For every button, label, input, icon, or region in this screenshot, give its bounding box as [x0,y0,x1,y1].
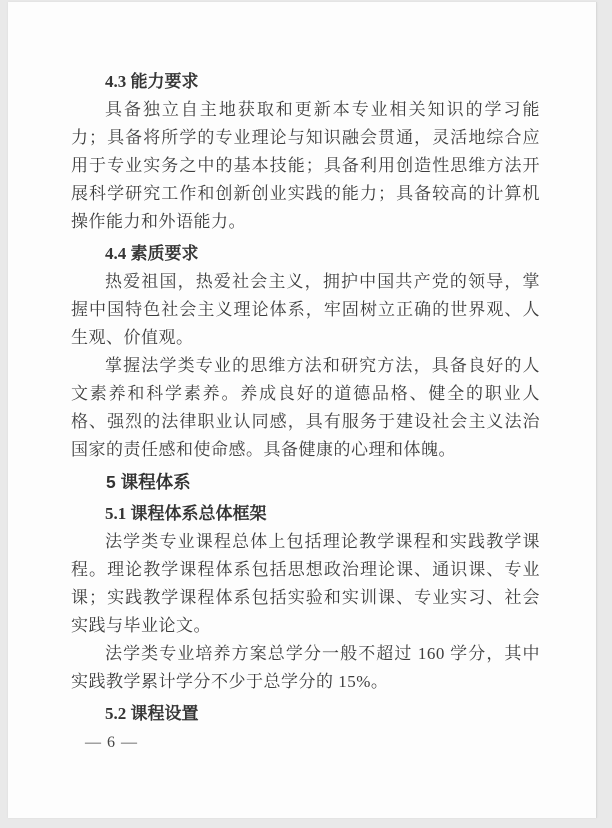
paragraph-total-credits: 法学类专业培养方案总学分一般不超过 160 学分，其中实践教学累计学分不少于总学分的 15%。 [71,644,540,691]
section-heading-5-1-curriculum-framework: 5.1 课程体系总体框架 [105,504,267,523]
chapter-heading-5-curriculum-system: 5 课程体系 [106,472,191,492]
document-page [8,2,597,818]
section-heading-4-4-quality-requirements: 4.4 素质要求 [105,244,199,263]
page-number: — 6 — [85,734,138,751]
paragraph-quality-requirements-2: 掌握法学类专业的思维方法和研究方法，具备良好的人文素养和科学素养。养成良好的道德品格、健全的职业人格、强烈的法律职业认同感，具有服务于建设社会主义法治国家的责任感和使命感。具备健康的心理和体魄。 [71,356,540,459]
paragraph-ability-requirements: 具备独立自主地获取和更新本专业相关知识的学习能力；具备将所学的专业理论与知识融会贯通，灵活地综合应用于专业实务之中的基本技能；具备利用创造性思维方法开展科学研究工作和创新创业实践的能力；具备较高的计算机操作能力和外语能力。 [71,100,540,231]
paragraph-quality-requirements-1: 热爱祖国，热爱社会主义，拥护中国共产党的领导，掌握中国特色社会主义理论体系，牢固树立正确的世界观、人生观、价值观。 [71,272,540,347]
section-heading-4-3-ability-requirements: 4.3 能力要求 [105,72,199,91]
page-content [8,2,596,756]
paragraph-curriculum-framework: 法学类专业课程总体上包括理论教学课程和实践教学课程。理论教学课程体系包括思想政治理论课、通识课、专业课；实践教学课程体系包括实验和实训课、专业实习、社会实践与毕业论文。 [71,532,540,635]
section-heading-5-2-course-setup: 5.2 课程设置 [105,704,199,723]
